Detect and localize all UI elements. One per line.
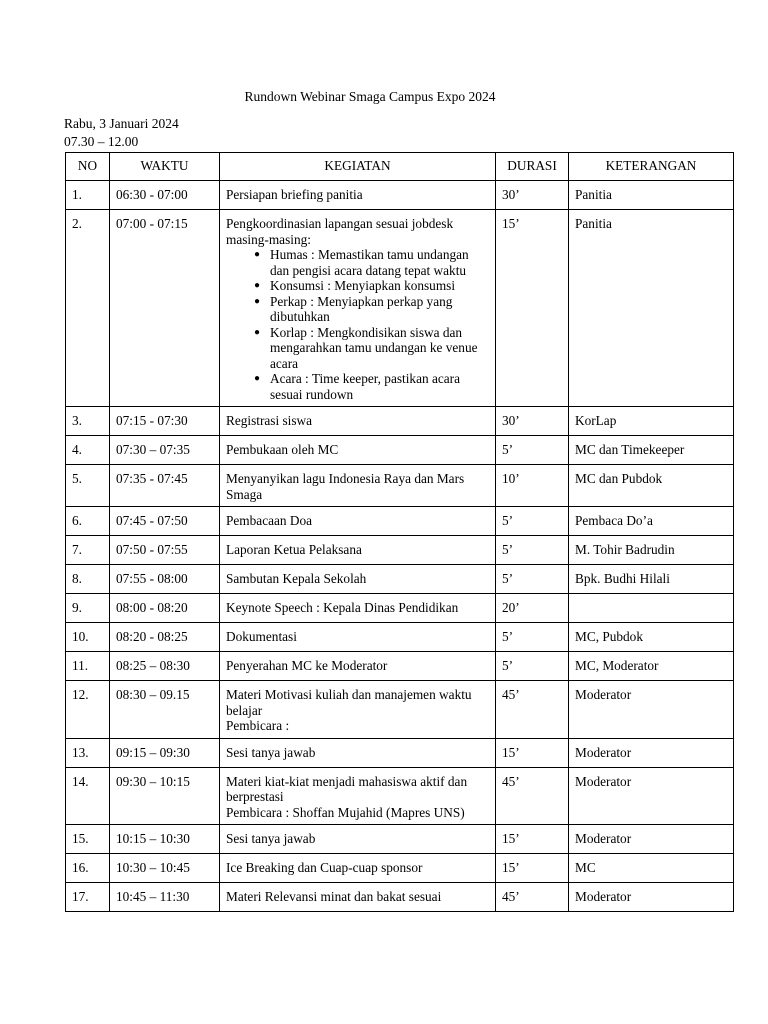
bullet-dot-icon: ● [254,249,261,260]
row-number: 3. [66,407,110,436]
row-note: MC, Pubdok [569,623,734,652]
row-note: Moderator [569,681,734,739]
row-duration: 15’ [496,854,569,883]
row-number: 9. [66,594,110,623]
bullet-text: Konsumsi : Menyiapkan konsumsi [270,278,456,293]
row-activity [220,681,496,739]
table-row [66,565,734,594]
row-time: 07:15 - 07:30 [110,407,220,436]
event-time-range: 07.30 – 12.00 [64,134,139,149]
row-activity [220,623,496,652]
row-activity [220,854,496,883]
row-note: Panitia [569,181,734,210]
activity-line: Pengkoordinasian lapangan sesuai jobdesk masing-masing: [226,216,454,247]
table-row [66,181,734,210]
row-note: Moderator [569,883,734,912]
row-number: 5. [66,465,110,507]
row-note: KorLap [569,407,734,436]
row-duration: 15’ [496,210,569,407]
row-activity [220,536,496,565]
row-duration: 5’ [496,536,569,565]
row-time: 07:00 - 07:15 [110,210,220,407]
activity-line: Penyerahan MC ke Moderator [226,658,388,673]
row-activity [220,407,496,436]
row-note: Moderator [569,825,734,854]
row-note: Moderator [569,767,734,825]
activity-line: Materi Relevansi minat dan bakat sesuai [226,889,442,904]
row-time: 08:30 – 09.15 [110,681,220,739]
row-note [569,594,734,623]
row-time: 07:50 - 07:55 [110,536,220,565]
row-duration: 5’ [496,652,569,681]
event-date: Rabu, 3 Januari 2024 [64,116,179,131]
activity-line: Persiapan briefing panitia [226,187,363,202]
bullet-item [254,325,489,372]
row-number: 1. [66,181,110,210]
row-activity [220,883,496,912]
bullet-dot-icon: ● [254,280,261,291]
row-activity [220,738,496,767]
row-time: 08:25 – 08:30 [110,652,220,681]
row-note: MC [569,854,734,883]
row-activity [220,507,496,536]
row-time: 07:45 - 07:50 [110,507,220,536]
row-note: Bpk. Budhi Hilali [569,565,734,594]
row-activity [220,181,496,210]
row-note: MC dan Timekeeper [569,436,734,465]
bullet-text: Acara : Time keeper, pastikan acara sesuai rundown [270,371,460,402]
row-duration: 5’ [496,507,569,536]
row-note: M. Tohir Badrudin [569,536,734,565]
table-row [66,536,734,565]
rundown-table-body [66,181,734,912]
row-number: 11. [66,652,110,681]
row-note: MC dan Pubdok [569,465,734,507]
row-activity [220,652,496,681]
row-time: 10:15 – 10:30 [110,825,220,854]
row-number: 2. [66,210,110,407]
table-row [66,623,734,652]
header-keterangan: KETERANGAN [569,153,734,181]
row-number: 15. [66,825,110,854]
table-row [66,854,734,883]
row-time: 08:20 - 08:25 [110,623,220,652]
row-duration: 5’ [496,623,569,652]
activity-line: Registrasi siswa [226,413,313,428]
activity-line: Pembukaan oleh MC [226,442,339,457]
row-time: 08:00 - 08:20 [110,594,220,623]
row-activity [220,210,496,407]
table-row [66,465,734,507]
header-no: NO [66,153,110,181]
row-duration: 5’ [496,565,569,594]
activity-line: Dokumentasi [226,629,297,644]
bullet-item [254,278,489,294]
row-activity [220,767,496,825]
bullet-text: Humas : Memastikan tamu undangan dan pengisi acara datang tepat waktu [270,247,469,278]
bullet-item [254,247,489,278]
row-time: 07:55 - 08:00 [110,565,220,594]
table-header-row [66,153,734,181]
activity-line: Ice Breaking dan Cuap-cuap sponsor [226,860,423,875]
table-row [66,210,734,407]
table-row [66,767,734,825]
document-title: Rundown Webinar Smaga Campus Expo 2024 [244,89,496,104]
activity-line: Laporan Ketua Pelaksana [226,542,362,557]
bullet-text: Korlap : Mengkondisikan siswa dan mengarahkan tamu undangan ke venue acara [270,324,478,371]
row-duration: 15’ [496,825,569,854]
bullet-dot-icon: ● [254,326,261,338]
row-duration: 10’ [496,465,569,507]
bullet-dot-icon: ● [254,373,261,384]
bullet-dot-icon: ● [254,295,261,307]
row-note: MC, Moderator [569,652,734,681]
bullet-text: Perkap : Menyiapkan perkap yang dibutuhkan [270,293,453,324]
activity-line: Materi Motivasi kuliah dan manajemen waktu belajar [226,687,472,718]
row-time: 07:35 - 07:45 [110,465,220,507]
row-activity [220,465,496,507]
row-number: 12. [66,681,110,739]
row-number: 10. [66,623,110,652]
activity-line: Sambutan Kepala Sekolah [226,571,367,586]
row-time: 10:45 – 11:30 [110,883,220,912]
row-duration: 5’ [496,436,569,465]
row-time: 09:15 – 09:30 [110,738,220,767]
row-duration: 20’ [496,594,569,623]
activity-line: Pembicara : Shoffan Mujahid (Mapres UNS) [226,804,465,820]
table-row [66,738,734,767]
header-waktu: WAKTU [110,153,220,181]
row-note: Panitia [569,210,734,407]
header-kegiatan: KEGIATAN [220,153,496,181]
table-row [66,507,734,536]
activity-line: Pembacaan Doa [226,513,313,528]
activity-line: Keynote Speech : Kepala Dinas Pendidikan [226,600,459,615]
row-note: Pembaca Do’a [569,507,734,536]
table-row [66,652,734,681]
row-number: 17. [66,883,110,912]
row-duration: 45’ [496,681,569,739]
activity-line: Sesi tanya jawab [226,831,316,846]
table-row [66,883,734,912]
row-duration: 30’ [496,181,569,210]
row-time: 06:30 - 07:00 [110,181,220,210]
row-activity [220,594,496,623]
rundown-table [65,152,734,912]
row-activity [220,436,496,465]
activity-bullet-list [226,247,489,402]
row-duration: 15’ [496,738,569,767]
table-row [66,825,734,854]
activity-line: Materi kiat-kiat menjadi mahasiswa aktif dan berprestasi [226,773,468,804]
row-activity [220,565,496,594]
row-note: Moderator [569,738,734,767]
row-number: 6. [66,507,110,536]
row-number: 4. [66,436,110,465]
row-activity [220,825,496,854]
row-number: 7. [66,536,110,565]
row-duration: 45’ [496,883,569,912]
row-number: 13. [66,738,110,767]
header-durasi: DURASI [496,153,569,181]
bullet-item [254,371,489,402]
activity-line: Sesi tanya jawab [226,744,316,760]
row-number: 14. [66,767,110,825]
table-row [66,594,734,623]
row-time: 09:30 – 10:15 [110,767,220,825]
row-number: 8. [66,565,110,594]
table-row [66,436,734,465]
activity-line: Pembicara : [226,718,290,733]
table-row [66,681,734,739]
row-time: 07:30 – 07:35 [110,436,220,465]
bullet-item [254,294,489,325]
table-row [66,407,734,436]
row-duration: 30’ [496,407,569,436]
row-duration: 45’ [496,767,569,825]
row-number: 16. [66,854,110,883]
activity-line: Menyanyikan lagu Indonesia Raya dan Mars Smaga [226,471,465,502]
row-time: 10:30 – 10:45 [110,854,220,883]
